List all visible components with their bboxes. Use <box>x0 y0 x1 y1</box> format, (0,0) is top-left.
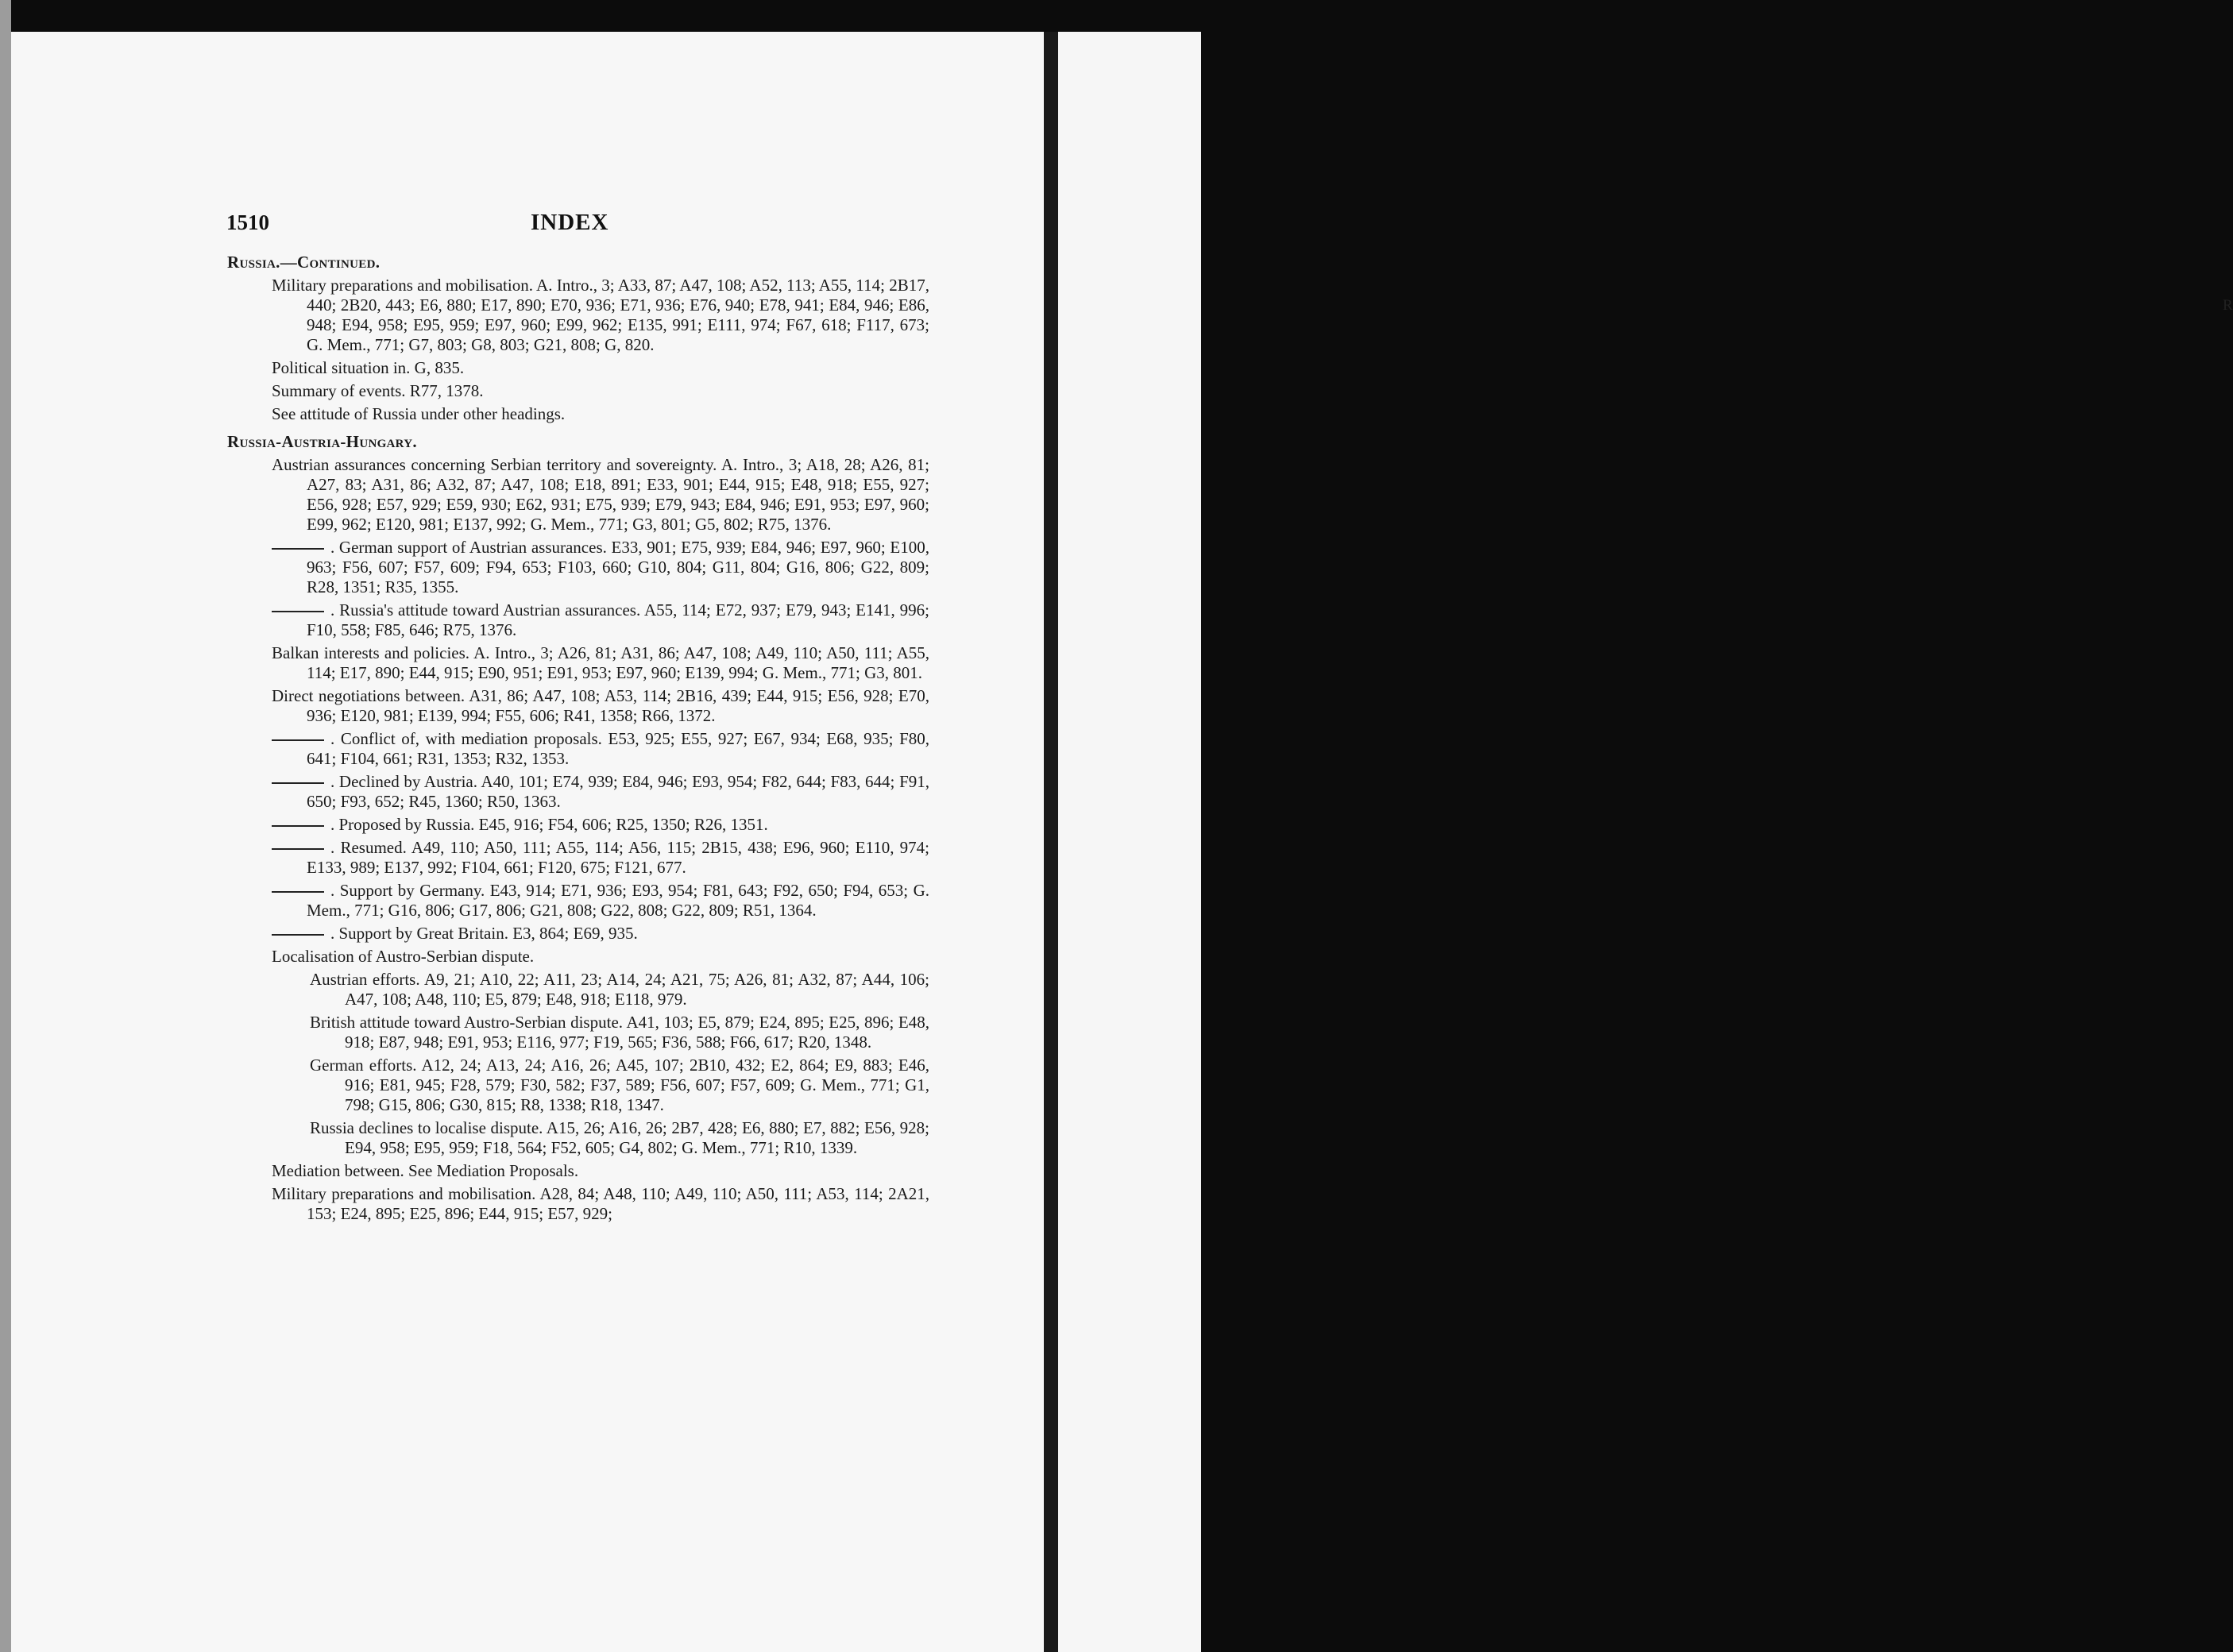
entry-text: . Russia's attitude toward Austrian assurances. A55, 114; E72, 937; E79, 943; E141, 996; F10, 558; F85, 646; R75, 1376. <box>307 600 929 639</box>
ditto-dash <box>272 891 324 893</box>
entry-text: Military preparations and mobilisation. A28, 84; A48, 110; A49, 110; A50, 111; A53, 114; 2A21, 153; E24, 895; E25, 896; E44, 915; E57, 929; <box>272 1184 929 1223</box>
index-entry <box>272 381 929 401</box>
ditto-dash <box>272 739 324 741</box>
entry-text: Direct negotiations between. A31, 86; A47, 108; A53, 114; 2B16, 439; E44, 915; E56, 928; E70, 936; E120, 981; E139, 994; F55, 606; R41, 1358; R66, 1372. <box>272 686 929 725</box>
facing-page-letter: R <box>2223 297 2233 314</box>
entry-text: See attitude of Russia under other headings. <box>272 404 566 423</box>
ditto-dash <box>272 848 324 850</box>
entry-text: Russia.—Continued. <box>227 253 381 272</box>
entry-text: Localisation of Austro-Serbian dispute. <box>272 947 535 966</box>
index-entry <box>272 643 929 683</box>
facing-page <box>1058 32 2233 1652</box>
entry-text: . Support by Germany. E43, 914; E71, 936; E93, 954; F81, 643; F92, 650; F94, 653; G. Mem., 771; G16, 806; G17, 806; G21, 808; G22, 808; G22, 809; R51, 1364. <box>307 881 929 920</box>
page-number: 1510 <box>226 210 269 234</box>
index-subentry <box>310 1056 929 1115</box>
entry-text: . Support by Great Britain. E3, 864; E69, 935. <box>330 924 638 943</box>
entry-text: Austrian assurances concerning Serbian territory and sovereignty. A. Intro., 3; A18, 28; A26, 81; A27, 83; A31, 86; A32, 87; A47, 108; E18, 891; E33, 901; E44, 915; E48, 918; E55, 927; E56, 928; E57, 929; E59, 930; E62, 931; E75, 939; E79, 943; E84, 946; E91, 953; E97, 960; E99, 962; E120, 981; E137, 992; G. Mem., 771; G3, 801; G5, 802; R75, 1376. <box>272 455 929 534</box>
ditto-dash <box>272 825 324 827</box>
ditto-dash <box>272 611 324 612</box>
entry-text: . Declined by Austria. A40, 101; E74, 939; E84, 946; E93, 954; F82, 644; F83, 644; F91, 650; F93, 652; R45, 1360; R50, 1363. <box>307 772 929 811</box>
entry-text: Summary of events. R77, 1378. <box>272 381 484 400</box>
running-head: INDEX <box>531 210 609 235</box>
ditto-dash <box>272 782 324 784</box>
index-continued-entry <box>272 772 929 812</box>
index-continued-entry <box>272 924 929 944</box>
index-continued-entry <box>272 881 929 921</box>
index-heading <box>227 432 929 452</box>
entry-text: British attitude toward Austro-Serbian dispute. A41, 103; E5, 879; E24, 895; E25, 896; E48, 918; E87, 948; E91, 953; E116, 977; F19, 565; F36, 588; F66, 617; R20, 1348. <box>310 1013 929 1052</box>
entry-text: Political situation in. G, 835. <box>272 358 465 377</box>
index-entry <box>272 276 929 355</box>
entry-text: Mediation between. See Mediation Proposals. <box>272 1161 579 1180</box>
index-entry <box>272 1161 929 1181</box>
index-subentry <box>310 970 929 1009</box>
ditto-dash <box>272 548 324 550</box>
index-entry <box>272 358 929 378</box>
ditto-dash <box>272 934 324 936</box>
scan-left-edge <box>0 0 11 1652</box>
entry-text: German efforts. A12, 24; A13, 24; A16, 26; A45, 107; 2B10, 432; E2, 864; E9, 883; E46, 916; E81, 945; F28, 579; F30, 582; F37, 589; F56, 607; F57, 609; G. Mem., 771; G1, 798; G15, 806; G30, 815; R8, 1338; R18, 1347. <box>310 1056 929 1114</box>
index-heading <box>227 253 929 272</box>
index-entry <box>272 686 929 726</box>
index-continued-entry <box>272 600 929 640</box>
entry-text: . Conflict of, with mediation proposals. E53, 925; E55, 927; E67, 934; E68, 935; F80, 641; F104, 661; R31, 1353; R32, 1353. <box>307 729 929 768</box>
index-continued-entry <box>272 729 929 769</box>
index-entry <box>272 404 929 424</box>
entry-text: Military preparations and mobilisation. A. Intro., 3; A33, 87; A47, 108; A52, 113; A55, 114; 2B17, 440; 2B20, 443; E6, 880; E17, 890; E70, 936; E71, 936; E76, 940; E78, 941; E84, 946; E86, 948; E94, 958; E95, 959; E97, 960; E99, 962; E135, 991; E111, 974; F67, 618; F117, 673; G. Mem., 771; G7, 803; G8, 803; G21, 808; G, 820. <box>272 276 929 354</box>
entry-text: Balkan interests and policies. A. Intro., 3; A26, 81; A31, 86; A47, 108; A49, 110; A50, 111; A55, 114; E17, 890; E44, 915; E90, 951; E91, 953; E97, 960; E139, 994; G. Mem., 771; G3, 801. <box>272 643 929 682</box>
book-gutter <box>1044 32 1058 1652</box>
entry-text: . Proposed by Russia. E45, 916; F54, 606; R25, 1350; R26, 1351. <box>330 815 768 834</box>
index-continued-entry <box>272 838 929 878</box>
index-entry <box>272 455 929 535</box>
index-entries <box>214 253 929 1224</box>
entry-text: Russia declines to localise dispute. A15, 26; A16, 26; 2B7, 428; E6, 880; E7, 882; E56, 928; E94, 958; E95, 959; F18, 564; F52, 605; G4, 802; G. Mem., 771; R10, 1339. <box>310 1118 929 1157</box>
entry-text: . German support of Austrian assurances. E33, 901; E75, 939; E84, 946; E97, 960; E100, 963; F56, 607; F57, 609; F94, 653; F103, 660; G10, 804; G11, 804; G16, 806; G22, 809; R28, 1351; R35, 1355. <box>307 538 929 596</box>
index-continued-entry <box>272 538 929 597</box>
index-entry <box>272 947 929 967</box>
entry-text: . Resumed. A49, 110; A50, 111; A55, 114; A56, 115; 2B15, 438; E96, 960; E110, 974; E133, 989; E137, 992; F104, 661; F120, 675; F121, 677. <box>307 838 929 877</box>
index-continued-entry <box>272 815 929 835</box>
entry-text: Russia-Austria-Hungary. <box>227 432 417 451</box>
index-subentry <box>310 1013 929 1052</box>
index-subentry <box>310 1118 929 1158</box>
entry-text: Austrian efforts. A9, 21; A10, 22; A11, 23; A14, 24; A21, 75; A26, 81; A32, 87; A44, 106; A47, 108; A48, 110; E5, 879; E48, 918; E118, 979. <box>310 970 929 1009</box>
index-entry <box>272 1184 929 1224</box>
